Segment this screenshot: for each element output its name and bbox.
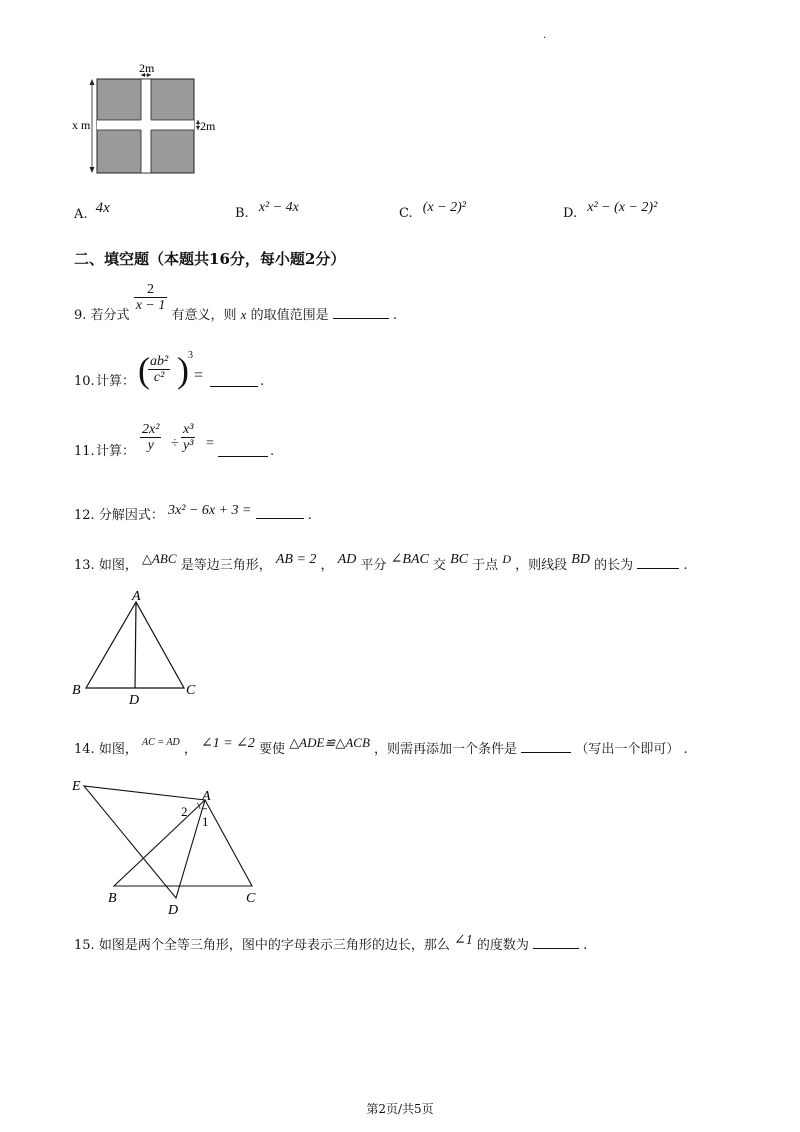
q11-fraction-2: $\frac{\text{x³}}{\text{y³}}$ — [183, 422, 194, 453]
option-letter: D. — [563, 206, 578, 221]
option-letter: A. — [74, 207, 88, 222]
q13-triangle-figure — [66, 586, 206, 710]
question-12: 12. 分解因式： 3x² − 6x + 3 = . — [74, 503, 312, 523]
q8-field-figure — [70, 58, 230, 182]
q12-answer-blank[interactable] — [256, 506, 304, 519]
q11-fraction-1: $\frac{\text{2x²}}{y}$ — [142, 422, 160, 453]
q8-option-b[interactable] — [235, 200, 299, 222]
side-label: x m — [72, 118, 91, 132]
point-d-label: D — [168, 903, 179, 918]
q10-fraction: $\frac{\text{ab²}}{\text{c²}}$ — [150, 354, 169, 385]
q14-triangles-figure — [66, 772, 276, 918]
page-marker: . — [543, 30, 547, 41]
page-footer: 第2页/共5页 — [366, 1102, 434, 1116]
question-14: 14. 如图， $^{AC = AD}$ ， ∠1 = ∠2 要使 △ADE≌△ACB ，则需再添加一个条件是 （写出一个即可） . — [74, 735, 688, 757]
gap-right-label: 2m — [200, 119, 216, 133]
q14-answer-blank[interactable] — [521, 740, 571, 753]
q13-answer-blank[interactable] — [637, 556, 679, 569]
q11-answer-blank[interactable] — [218, 444, 268, 457]
point-b-label: B — [108, 891, 117, 906]
option-expr: (x − 2)² — [422, 200, 466, 215]
q8-option-a[interactable] — [74, 200, 110, 223]
vertex-a-label: A — [132, 589, 141, 604]
point-d-label: D — [129, 693, 140, 708]
point-c-label: C — [246, 891, 256, 906]
question-15: 15. 如图是两个全等三角形，图中的字母表示三角形的边长，那么 ∠1 的度数为 . — [74, 933, 588, 953]
q8-option-c[interactable] — [399, 200, 466, 222]
triangle-ade — [84, 786, 205, 898]
angle-1-label: 1 — [202, 814, 209, 829]
q8-option-d[interactable] — [563, 200, 658, 222]
option-expr: x² − 4x — [258, 200, 299, 215]
option-letter: B. — [235, 206, 249, 221]
section-heading: 二、填空题（本题共16分，每小题2分） — [74, 250, 346, 268]
q9-fraction: $\frac{2}{x - 1}$ — [135, 282, 166, 313]
option-expr: x² − (x − 2)² — [587, 200, 658, 215]
question-9: 9. 若分式 $\frac{2}{x - 1}$ 有意义，则 x 的取值范围是 . — [74, 282, 398, 323]
vertex-b-label: B — [72, 683, 81, 698]
q9-answer-blank[interactable] — [333, 306, 389, 319]
gap-top-label: 2m — [139, 61, 155, 75]
option-expr: 4x — [95, 200, 110, 216]
q15-answer-blank[interactable] — [533, 936, 579, 949]
segment-ad — [135, 602, 136, 688]
point-e-label: E — [72, 779, 81, 794]
angle-2-label: 2 — [181, 804, 188, 819]
q10-answer-blank[interactable] — [210, 374, 258, 387]
question-13: 13. 如图， △ABC 是等边三角形， AB = 2 ， AD 平分 ∠BAC 交 BC 于点 D ，则线段 BD 的长为 . — [74, 551, 688, 573]
option-letter: C. — [399, 206, 413, 221]
point-a-label: A — [202, 789, 211, 804]
vertex-c-label: C — [186, 683, 196, 698]
